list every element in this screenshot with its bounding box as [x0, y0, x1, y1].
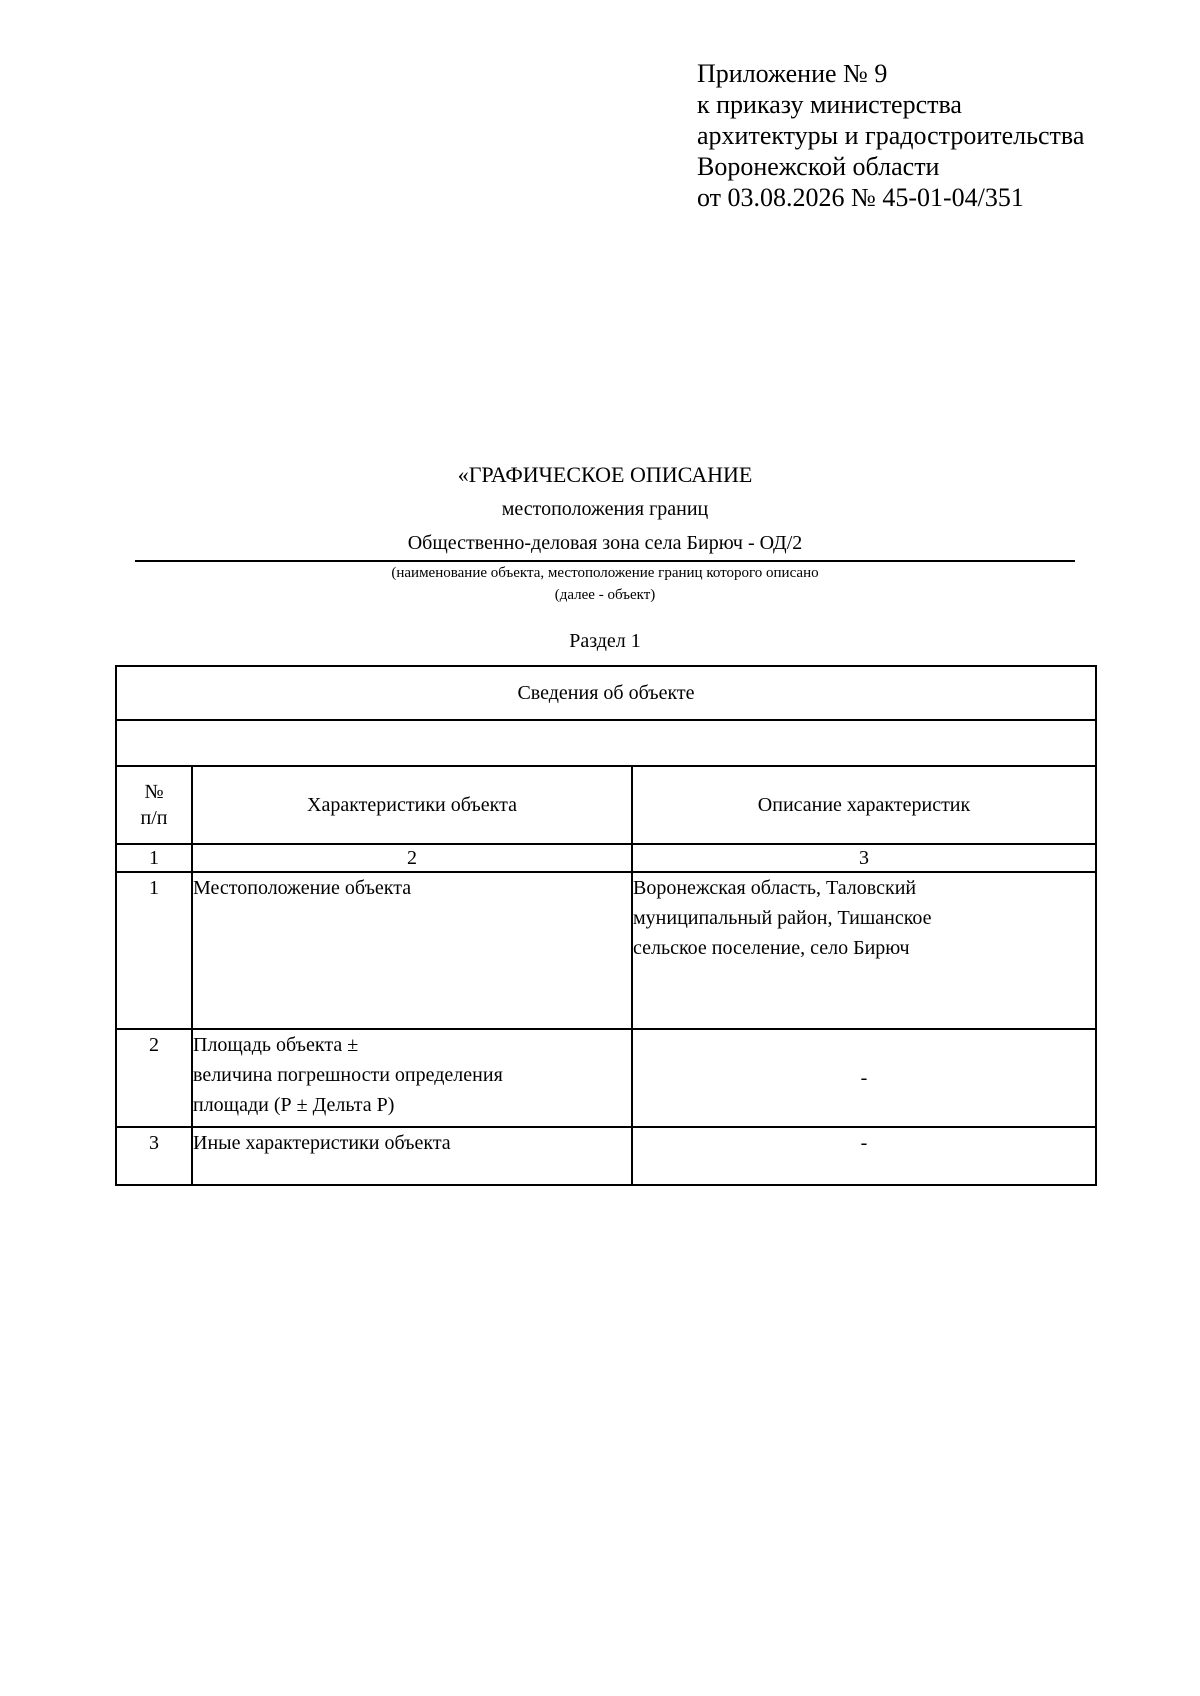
- section-label: Раздел 1: [569, 630, 641, 652]
- column-header-characteristic: Характеристики объекта: [192, 766, 632, 844]
- object-name-note: (наименование объекта, местоположение границ которого описано: [391, 565, 819, 581]
- row-characteristic: Местоположение объекта: [192, 872, 632, 1029]
- row-number: 3: [116, 1127, 192, 1185]
- table-row: [116, 1127, 1096, 1185]
- table-row: [116, 1029, 1096, 1127]
- row-number: 2: [116, 1029, 192, 1127]
- document-title-block: [135, 458, 1075, 606]
- table-row: [116, 872, 1096, 1029]
- column-header-description: Описание характеристик: [632, 766, 1096, 844]
- document-title: «ГРАФИЧЕСКОЕ ОПИСАНИЕ: [457, 462, 753, 487]
- appendix-block: [697, 58, 1084, 213]
- appendix-line: к приказу министерства: [697, 90, 962, 119]
- appendix-line: Воронежской области: [697, 152, 940, 181]
- table-caption: Сведения об объекте: [116, 666, 1096, 720]
- document-subtitle: местоположения границ: [501, 498, 709, 520]
- object-info-table: [115, 665, 1097, 1186]
- table-empty-row: [116, 720, 1096, 766]
- row-description: -: [632, 1029, 1096, 1127]
- row-number: 1: [116, 872, 192, 1029]
- column-header-number: [116, 766, 192, 844]
- row-description: Воронежская область, Таловский муниципальный район, Тишанское сельское поселение, село Бирюч: [632, 872, 1096, 1029]
- object-name: Общественно-деловая зона села Бирюч - ОД/2: [407, 532, 803, 554]
- row-characteristic: Площадь объекта ± величина погрешности определения площади (Р ± Дельта Р): [192, 1029, 632, 1127]
- column-index: 2: [192, 844, 632, 872]
- appendix-line: Приложение № 9: [697, 59, 888, 88]
- column-header-number-text: № п/п: [140, 781, 168, 829]
- appendix-line: архитектуры и градостроительства: [697, 121, 1085, 150]
- row-characteristic: Иные характеристики объекта: [192, 1127, 632, 1185]
- object-name-note-continued: (далее - объект): [554, 587, 656, 603]
- appendix-line: от 03.08.2026 № 45-01-04/351: [697, 183, 1024, 212]
- column-index: 3: [632, 844, 1096, 872]
- column-index: 1: [116, 844, 192, 872]
- row-description: -: [632, 1127, 1096, 1185]
